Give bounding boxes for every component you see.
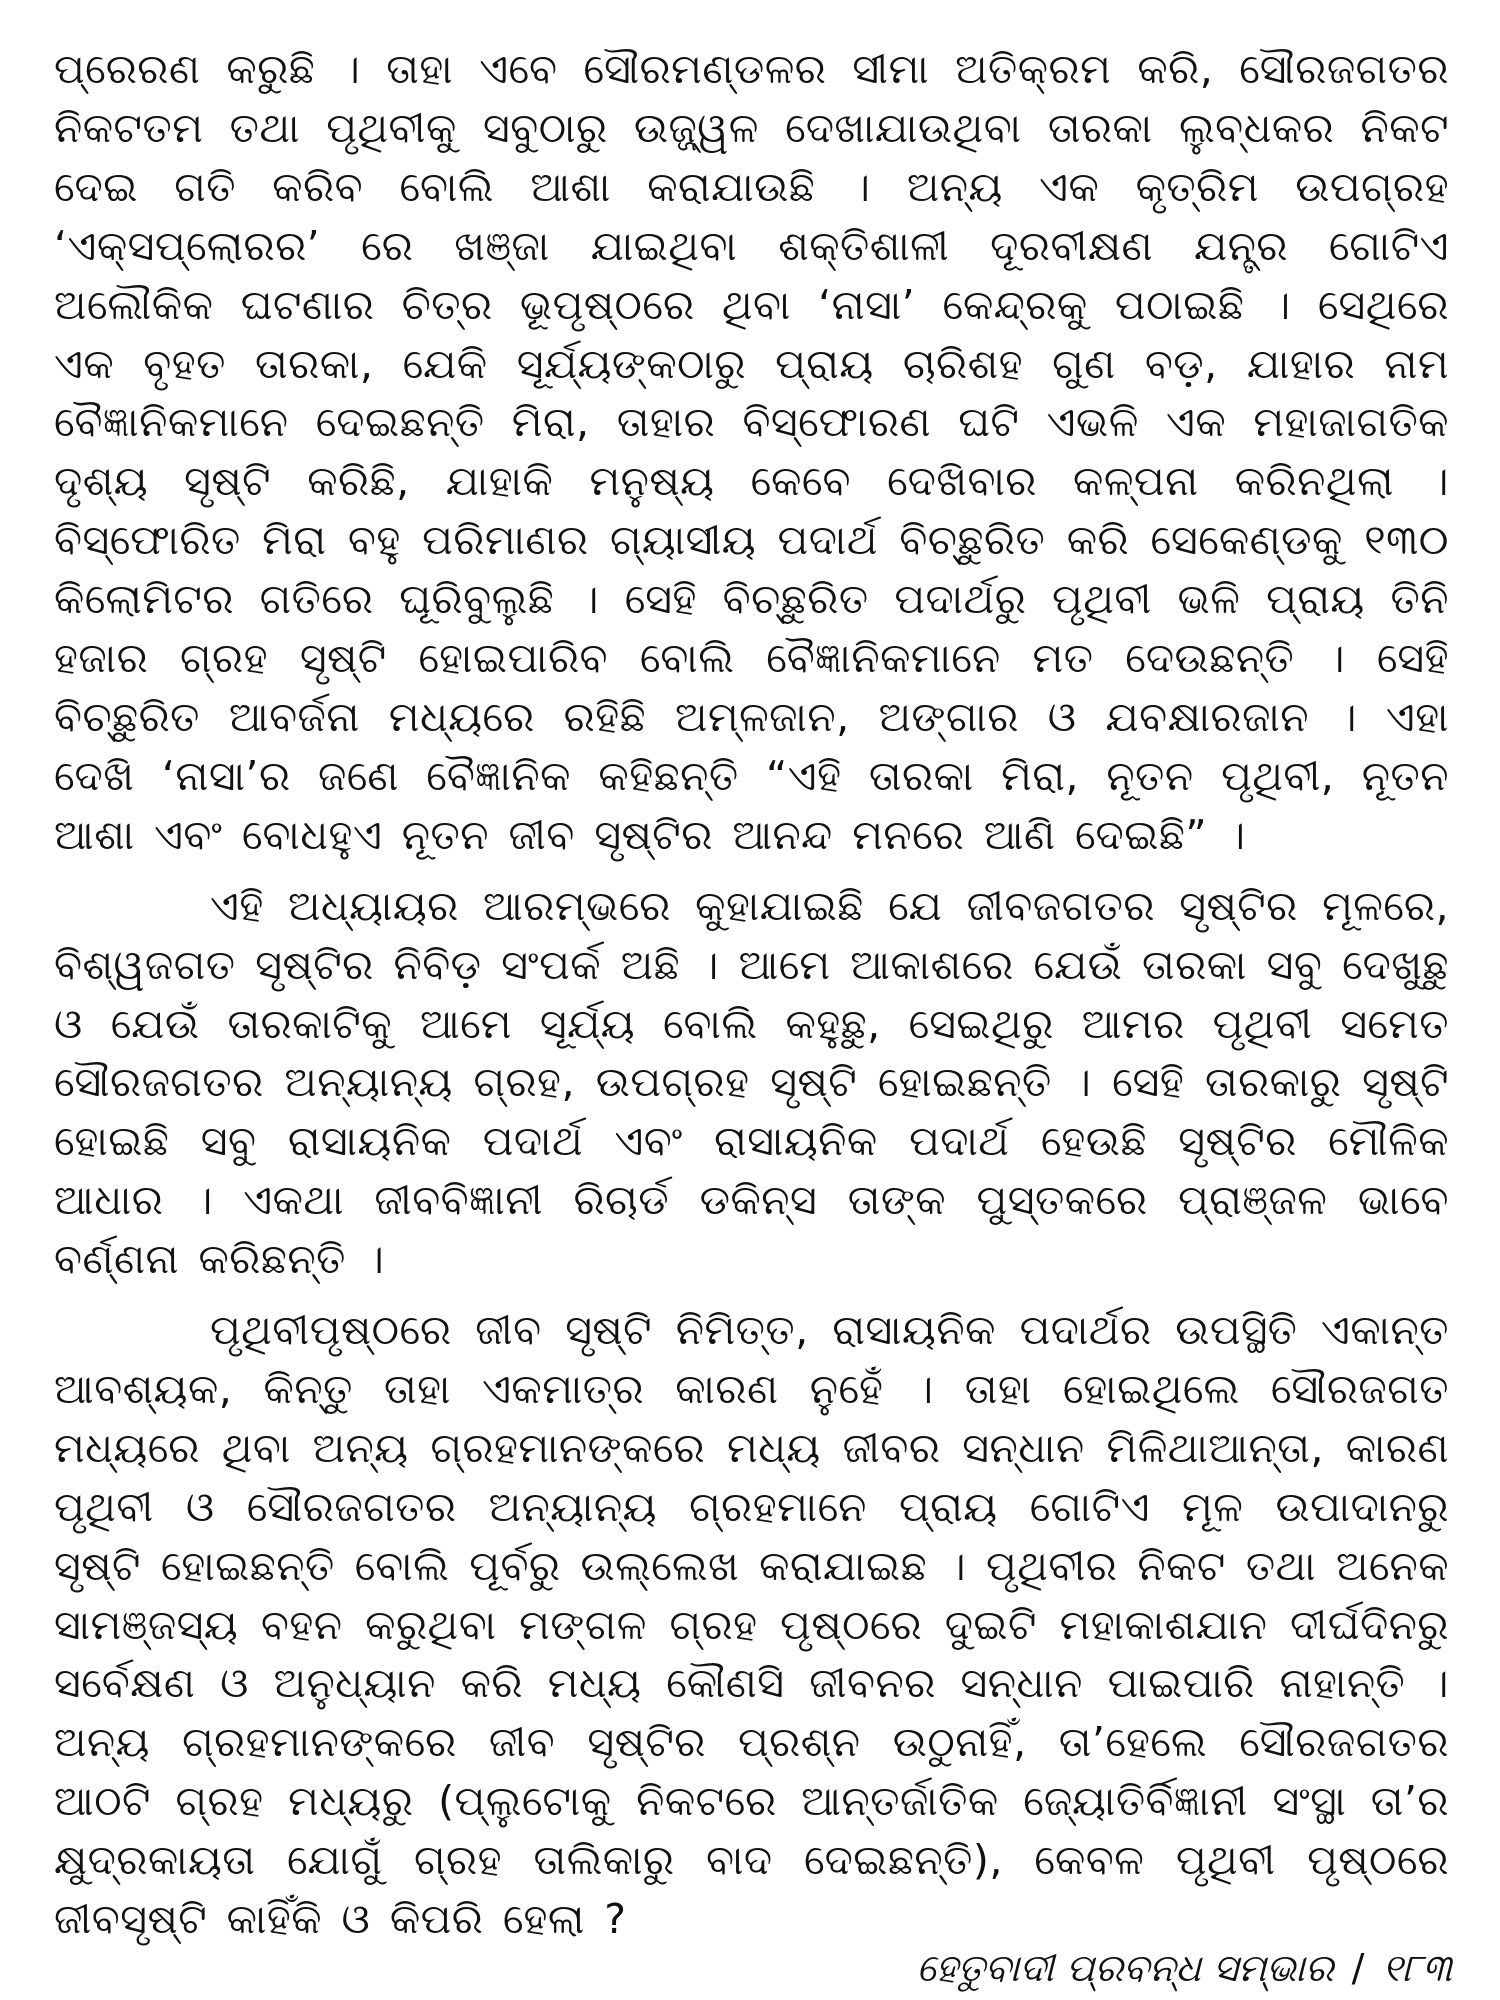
body-text — [54, 40, 1449, 1949]
running-footer — [917, 1946, 1452, 1990]
paragraph-1: ପ୍ରେରଣ କରୁଛି । ତାହା ଏବେ ସୌରମଣ୍ଡଳର ସୀମା ଅତିକ୍ରମ କରି, ସୌରଜଗତର ନିକଟତମ ତଥା ପୃଥିବୀକୁ ସବୁଠାରୁ ଉଜ୍ଜ୍ୱଳ ଦେଖାଯାଉଥିବା ତାରକା ଲୁବ୍ଧକର ନିକଟ ଦେଇ ଗତି କରିବ ବୋଲି ଆଶା କରାଯାଉଛି । ଅନ୍ୟ ଏକ କୃତ୍ରିମ ଉପଗ୍ରହ ‘ଏକ୍ସପ୍ଲୋରର’ ରେ ଖଞ୍ଜା ଯାଇଥିବା ଶକ୍ତିଶାଳୀ ଦୂରବୀକ୍ଷଣ ଯନ୍ତ୍ର ଗୋଟିଏ ଅଲୌକିକ ଘଟଣାର ଚିତ୍ର ଭୂପୃଷ୍ଠରେ ଥିବା ‘ନାସା’ କେନ୍ଦ୍ରକୁ ପଠାଇଛି । ସେଥିରେ ଏକ ବୃହତ ତାରକା, ଯେକି ସୂର୍ଯ୍ୟଙ୍କଠାରୁ ପ୍ରାୟ ଚାରିଶହ ଗୁଣ ବଡ଼, ଯାହାର ନାମ ବୈଜ୍ଞାନିକମାନେ ଦେଇଛନ୍ତି ମିରା, ତାହାର ବିସ୍ଫୋରଣ ଘଟି ଏଭଳି ଏକ ମହାଜାଗତିକ ଦୃଶ୍ୟ ସୃଷ୍ଟି କରିଛି, ଯାହାକି ମନୁଷ୍ୟ କେବେ ଦେଖିବାର କଳ୍ପନା କରିନଥିଲା । ବିସ୍ଫୋରିତ ମିରା ବହୁ ପରିମାଣର ଗ୍ୟାସୀୟ ପଦାର୍ଥ ବିଚ୍ଛୁରିତ କରି ସେକେଣ୍ଡକୁ ୧୩୦ କିଲୋମିଟର ଗତିରେ ଘୂରିବୁଲୁଛି । ସେହି ବିଚ୍ଛୁରିତ ପଦାର୍ଥରୁ ପୃଥିବୀ ଭଳି ପ୍ରାୟ ତିନି ହଜାର ଗ୍ରହ ସୃଷ୍ଟି ହୋଇପାରିବ ବୋଲି ବୈଜ୍ଞାନିକମାନେ ମତ ଦେଉଛନ୍ତି । ସେହି ବିଚ୍ଛୁରିତ ଆବର୍ଜନା ମଧ୍ୟରେ ରହିଛି ଅମ୍ଳଜାନ, ଅଙ୍ଗାର ଓ ଯବକ୍ଷାରଜାନ । ଏହା ଦେଖି ‘ନାସା’ର ଜଣେ ବୈଜ୍ଞାନିକ କହିଛନ୍ତି “ଏହି ତାରକା ମିରା, ନୂତନ ପୃଥିବୀ, ନୂତନ ଆଶା ଏବଂ ବୋଧହୁଏ ନୂତନ ଜୀବ ସୃଷ୍ଟିର ଆନନ୍ଦ ମନରେ ଆଣି ଦେଇଛି” । — [54, 45, 1449, 859]
page-number: ୧୮୩ — [1382, 1946, 1452, 1990]
paragraph-gap — [54, 865, 1449, 877]
paragraph-gap — [54, 1289, 1449, 1301]
paragraph-3: ପୃଥିବୀପୃଷ୍ଠରେ ଜୀବ ସୃଷ୍ଟି ନିମିତ୍ତ, ରାସାୟନିକ ପଦାର୍ଥର ଉପସ୍ଥିତି ଏକାନ୍ତ ଆବଶ୍ୟକ, କିନ୍ତୁ ତାହା ଏକମାତ୍ର କାରଣ ନୁହେଁ । ତାହା ହୋଇଥିଲେ ସୌରଜଗତ ମଧ୍ୟରେ ଥିବା ଅନ୍ୟ ଗ୍ରହମାନଙ୍କରେ ମଧ୍ୟ ଜୀବର ସନ୍ଧାନ ମିଳିଥାଆନ୍ତା, କାରଣ ପୃଥିବୀ ଓ ସୌରଜଗତର ଅନ୍ୟାନ୍ୟ ଗ୍ରହମାନେ ପ୍ରାୟ ଗୋଟିଏ ମୂଳ ଉପାଦାନରୁ ସୃଷ୍ଟି ହୋଇଛନ୍ତି ବୋଲି ପୂର୍ବରୁ ଉଲ୍ଲେଖ କରାଯାଇଛ । ପୃଥିବୀର ନିକଟ ତଥା ଅନେକ ସାମଞ୍ଜସ୍ୟ ବହନ କରୁଥିବା ମଙ୍ଗଳ ଗ୍ରହ ପୃଷ୍ଠରେ ଦୁଇଟି ମହାକାଶଯାନ ଦୀର୍ଘଦିନରୁ ସର୍ବେକ୍ଷଣ ଓ ଅନୁଧ୍ୟାନ କରି ମଧ୍ୟ କୌଣସି ଜୀବନର ସନ୍ଧାନ ପାଇପାରି ନାହାନ୍ତି । ଅନ୍ୟ ଗ୍ରହମାନଙ୍କରେ ଜୀବ ସୃଷ୍ଟିର ପ୍ରଶ୍ନ ଉଠୁନାହିଁ, ତା’ହେଲେ ସୌରଜଗତର ଆଠଟି ଗ୍ରହ ମଧ୍ୟରୁ (ପ୍ଲୁଟୋକୁ ନିକଟରେ ଆନ୍ତର୍ଜାତିକ ଜ୍ୟୋତିର୍ବିଜ୍ଞାନୀ ସଂସ୍ଥା ତା’ର କ୍ଷୁଦ୍ରକାୟତା ଯୋଗୁଁ ଗ୍ରହ ତାଲିକାରୁ ବାଦ ଦେଇଛନ୍ତି), କେବଳ ପୃଥିବୀ ପୃଷ୍ଠରେ ଜୀବସୃଷ୍ଟି କାହିଁକି ଓ କିପରି ହେଲା ? — [54, 1306, 1449, 1944]
footer-separator: / — [1351, 1946, 1365, 1990]
paragraph-2: ଏହି ଅଧ୍ୟାୟର ଆରମ୍ଭରେ କୁହାଯାଇଛି ଯେ ଜୀବଜଗତର ସୃଷ୍ଟିର ମୂଳରେ, ବିଶ୍ୱଜଗତ ସୃଷ୍ଟିର ନିବିଡ଼ ସଂପର୍କ ଅଛି । ଆମେ ଆକାଶରେ ଯେଉଁ ତାରକା ସବୁ ଦେଖୁଛୁ ଓ ଯେଉଁ ତାରକାଟିକୁ ଆମେ ସୂର୍ଯ୍ୟ ବୋଲି କହୁଛୁ, ସେଇଥିରୁ ଆମର ପୃଥିବୀ ସମେତ ସୌରଜଗତର ଅନ୍ୟାନ୍ୟ ଗ୍ରହ, ଉପଗ୍ରହ ସୃଷ୍ଟି ହୋଇଛନ୍ତି । ସେହି ତାରକାରୁ ସୃଷ୍ଟି ହୋଇଛି ସବୁ ରାସାୟନିକ ପଦାର୍ଥ ଏବଂ ରାସାୟନିକ ପଦାର୍ଥ ହେଉଛି ସୃଷ୍ଟିର ମୌଳିକ ଆଧାର । ଏକଥା ଜୀବବିଜ୍ଞାନୀ ରିଚାର୍ଡ ଡକିନ୍ସ ତାଙ୍କ ପୁସ୍ତକରେ ପ୍ରାଞ୍ଜଳ ଭାବେ ବର୍ଣ୍ଣନା କରିଛନ୍ତି । — [54, 881, 1449, 1284]
book-title: ହେତୁବାଦୀ ପ୍ରବନ୍ଧ ସମ୍ଭାର — [916, 1946, 1334, 1990]
